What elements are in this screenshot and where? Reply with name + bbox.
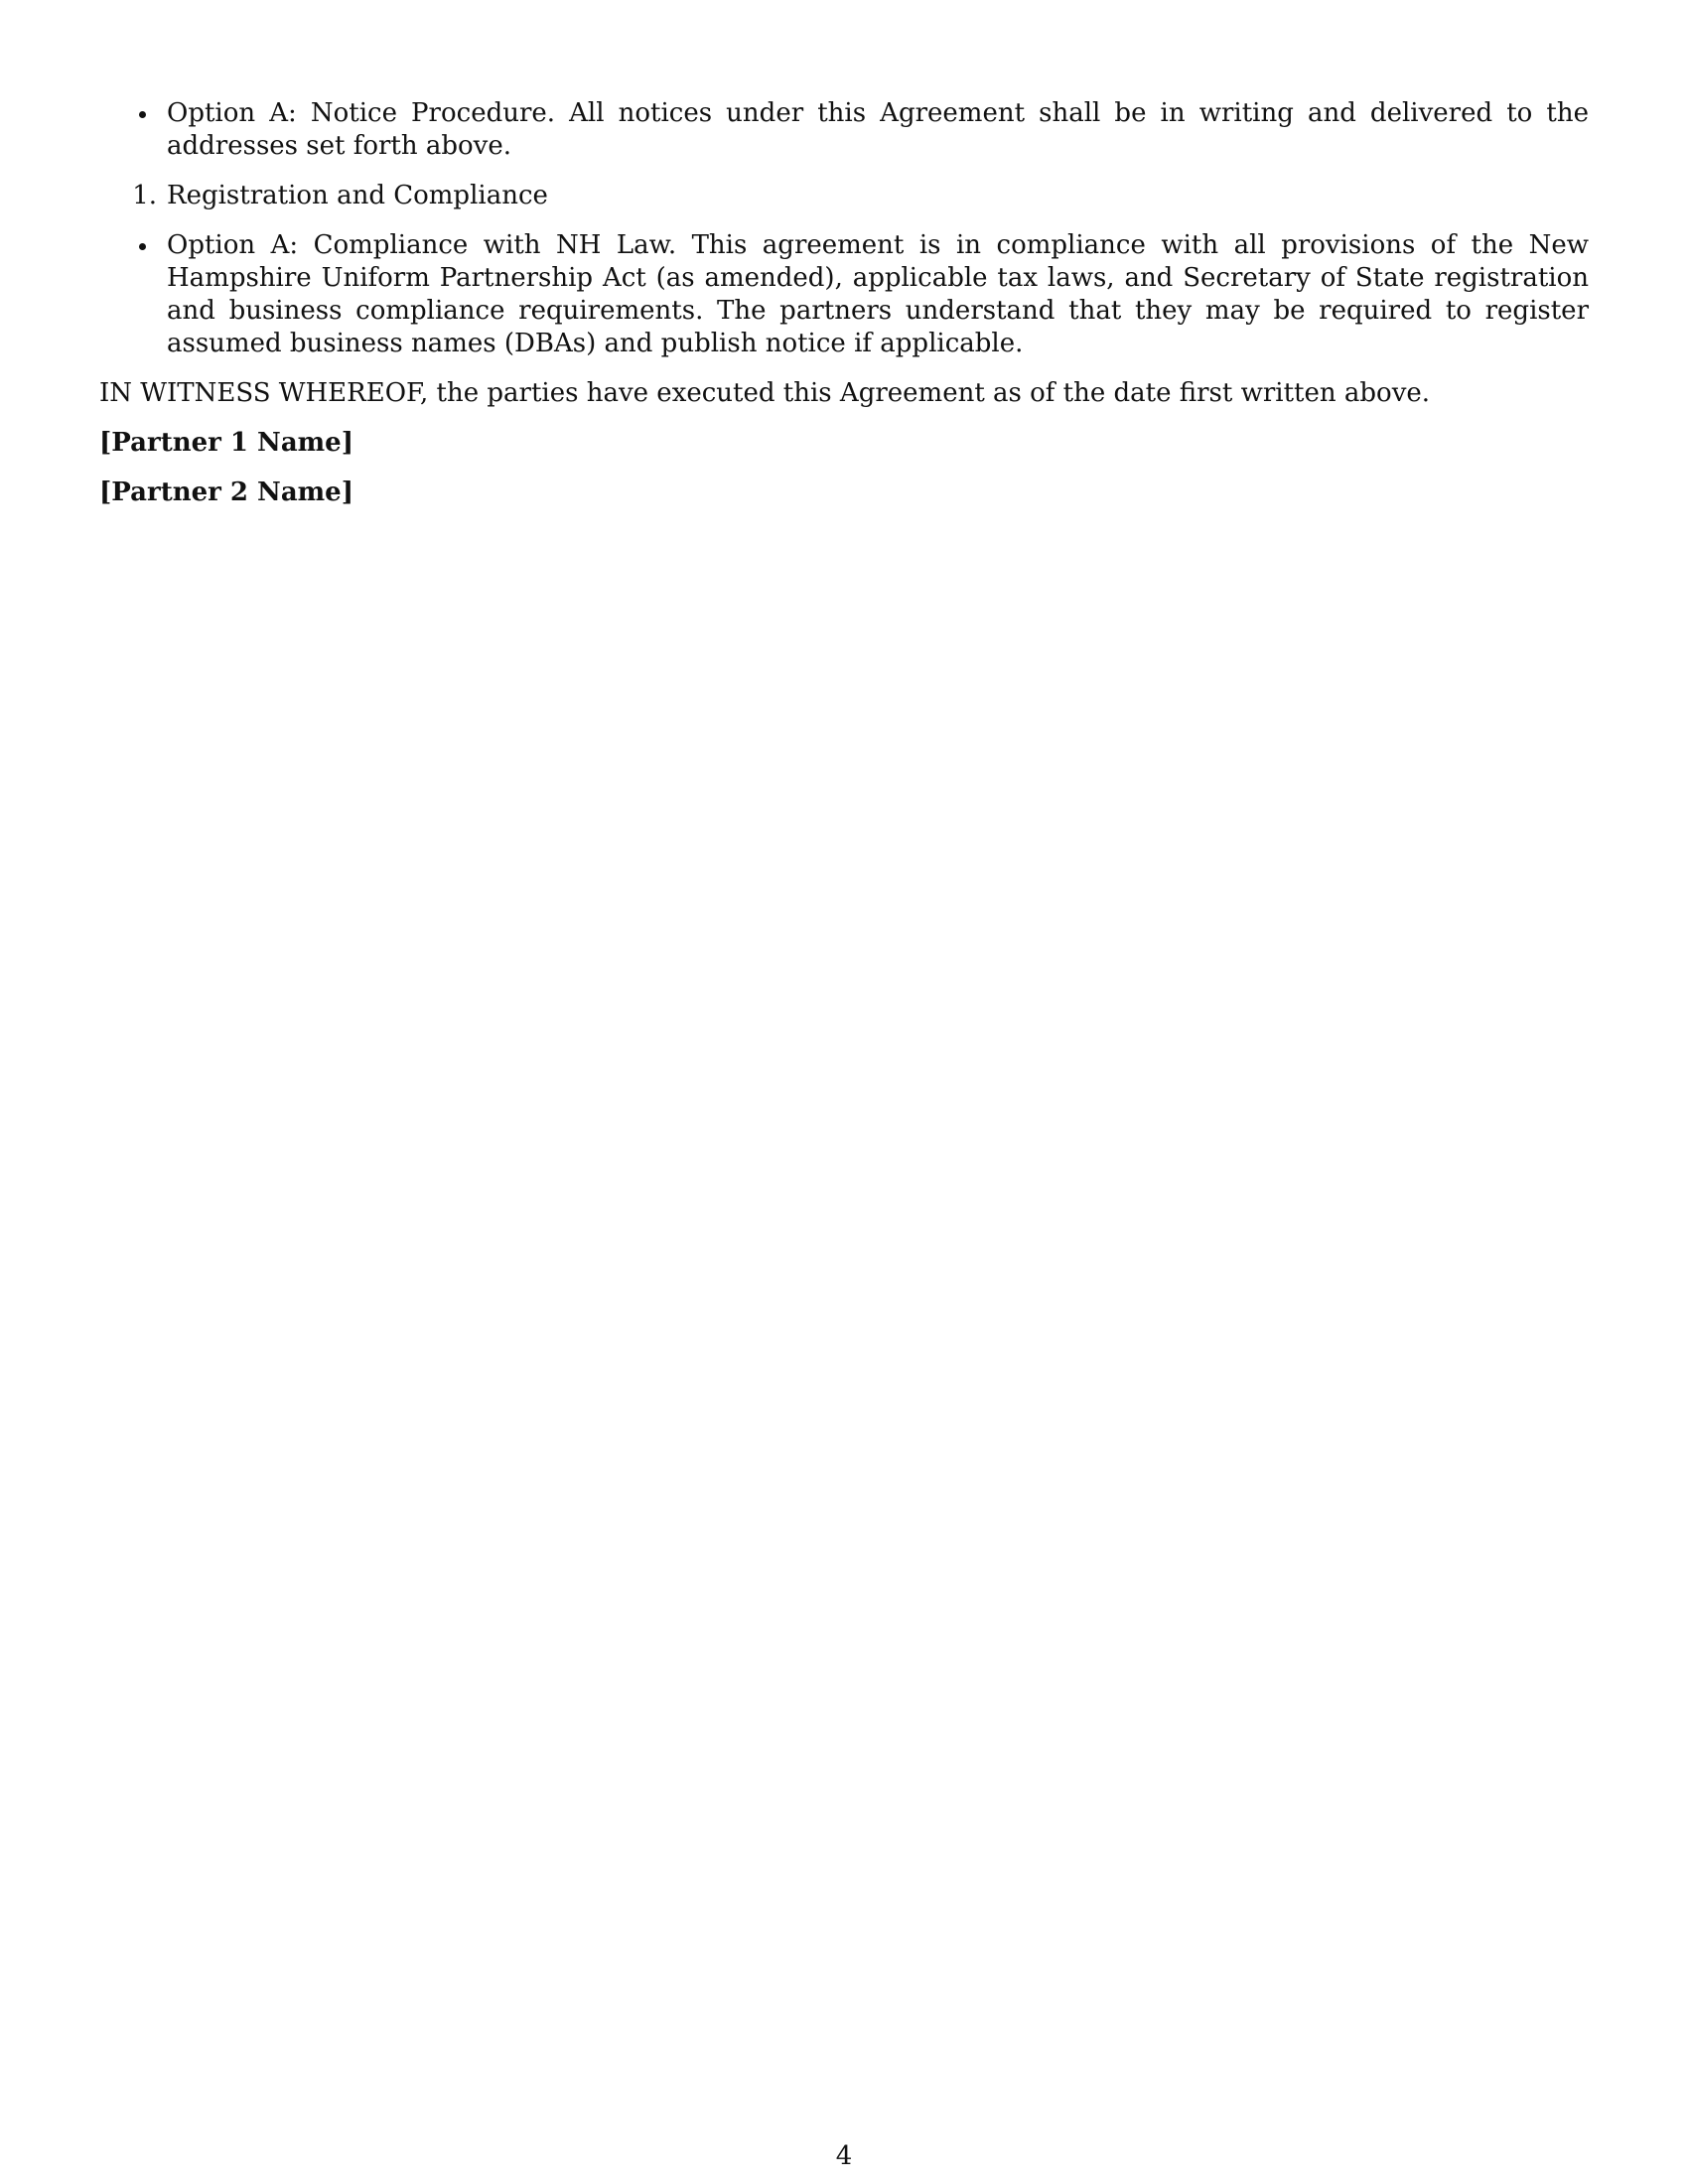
page-content	[99, 97, 1589, 526]
partner-1-signature-name: [Partner 1 Name]	[99, 428, 354, 458]
list-number: 1.	[132, 181, 157, 210]
list-item-text: Option A: Notice Procedure. All notices under this Agreement shall be in writing and delivered to the addresses set forth above.	[167, 98, 1589, 161]
list-item-registration-compliance	[99, 180, 1589, 212]
list-item-compliance-nh-law	[99, 229, 1589, 360]
list-item-text: Registration and Compliance	[167, 181, 548, 210]
list-item-notice-procedure	[99, 97, 1589, 163]
witness-clause: IN WITNESS WHEREOF, the parties have executed this Agreement as of the date first written above.	[99, 378, 1431, 408]
bullet-icon	[139, 111, 146, 118]
page-number: 4	[835, 2141, 853, 2171]
list-item-text: Option A: Compliance with NH Law. This agreement is in compliance with all provisions of the New Hampshire Uniform Partnership Act (as amended), applicable tax laws, and Secretary of State registration and business compliance requirements. The partners understand that they may be required to register assumed business names (DBAs) and publish notice if applicable.	[167, 230, 1589, 358]
partner-2-signature-name: [Partner 2 Name]	[99, 478, 354, 507]
bullet-icon	[139, 243, 146, 250]
